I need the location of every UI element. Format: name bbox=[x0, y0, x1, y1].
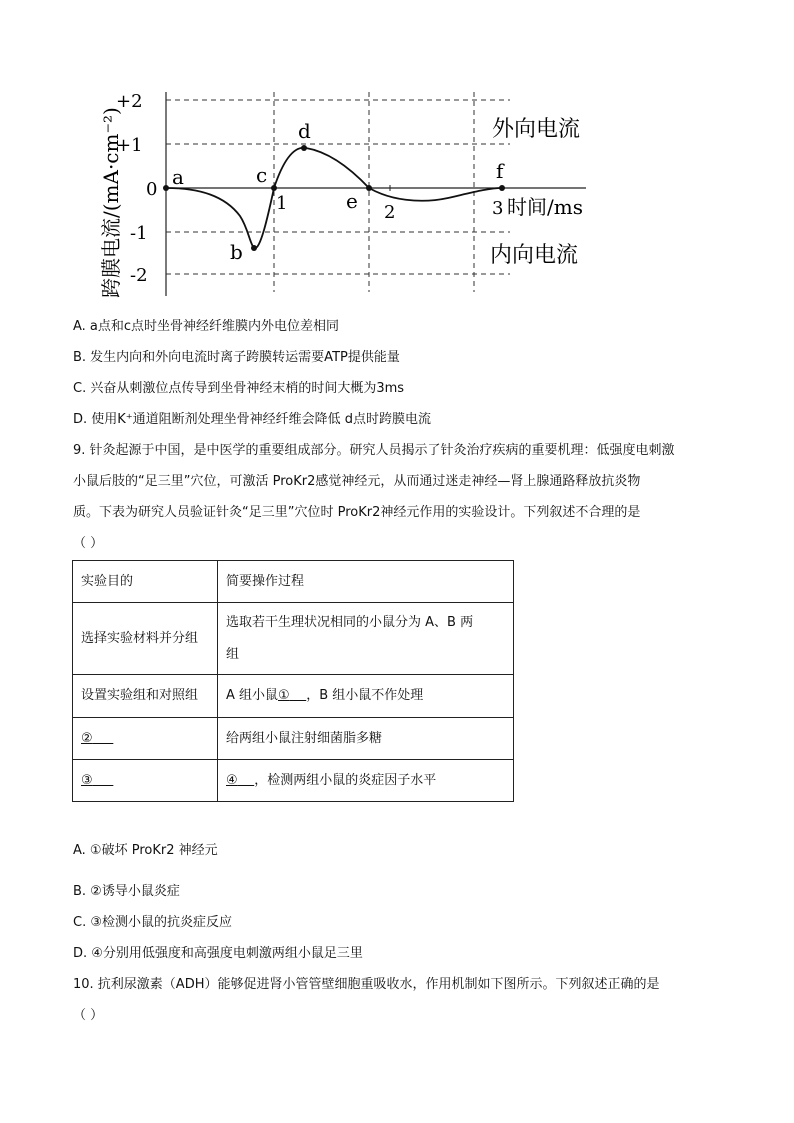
point-a: a bbox=[172, 165, 184, 189]
q10-stem: 10. 抗利尿激素（ADH）能够促进肾小管管壁细胞重吸收水，作用机制如下图所示。下列叙述正确的是 bbox=[73, 977, 660, 992]
x-tick-2: 2 bbox=[384, 202, 396, 223]
row1-purpose: 选择实验材料并分组 bbox=[73, 603, 218, 675]
point-c: c bbox=[256, 163, 268, 187]
row2-procedure-a: A 组小鼠 bbox=[226, 688, 279, 703]
row1-procedure bbox=[218, 603, 514, 675]
point-b-marker bbox=[251, 245, 257, 251]
row4-purpose bbox=[73, 760, 218, 802]
q8-option-b: B. 发生内向和外向电流时离子跨膜转运需要ATP提供能量 bbox=[73, 350, 400, 365]
row4-procedure: ④ ，检测两组小鼠的炎症因子水平 bbox=[218, 760, 514, 802]
label-inward-current: 内向电流 bbox=[490, 243, 579, 268]
table-row bbox=[73, 561, 514, 603]
q9-option-d: D. ④分别用低强度和高强度电刺激两组小鼠足三里 bbox=[73, 946, 363, 961]
q8-option-c: C. 兴奋从刺激位点传导到坐骨神经末梢的时间大概为3ms bbox=[73, 381, 405, 396]
row2-procedure-b: ，B 组小鼠不作处理 bbox=[306, 688, 424, 703]
point-b: b bbox=[230, 240, 243, 264]
point-a-marker bbox=[163, 185, 169, 191]
row3-procedure: 给两组小鼠注射细菌脂多糖 bbox=[218, 718, 514, 760]
blank-4: ④ bbox=[226, 772, 238, 788]
row1-procedure-line1: 选取若干生理状况相同的小鼠分为 A、B 两 bbox=[226, 614, 474, 630]
point-f-marker bbox=[499, 185, 505, 191]
header-purpose: 实验目的 bbox=[73, 561, 218, 603]
q9-option-b: B. ②诱导小鼠炎症 bbox=[73, 884, 180, 899]
point-c-marker bbox=[271, 185, 277, 191]
point-e: e bbox=[346, 189, 358, 213]
table-row bbox=[73, 760, 514, 802]
header-procedure: 简要操作过程 bbox=[218, 561, 514, 603]
row3-purpose bbox=[73, 718, 218, 760]
point-labels bbox=[172, 119, 505, 264]
q9-stem-line2: 小鼠后肢的“足三里”穴位，可激活 ProKr2感觉神经元，从而通过迷走神经—肾上腺通路释放抗炎物 bbox=[73, 474, 641, 489]
q8-option-d: D. 使用K⁺通道阻断剂处理坐骨神经纤维会降低 d点时跨膜电流 bbox=[73, 412, 432, 427]
q10-answer-paren: （ ） bbox=[73, 1008, 104, 1023]
q9-stem-line1: 9. 针灸起源于中国，是中医学的重要组成部分。研究人员揭示了针灸治疗疾病的重要机理：低强度电刺激 bbox=[73, 443, 675, 458]
label-outward-current: 外向电流 bbox=[492, 117, 581, 142]
y-tick-minus1: -1 bbox=[130, 223, 148, 244]
x-tick-labels bbox=[276, 193, 503, 223]
q9-option-a: A. ①破坏 ProKr2 神经元 bbox=[73, 843, 218, 858]
y-tick-minus2: -2 bbox=[130, 265, 148, 286]
q9-option-c: C. ③检测小鼠的抗炎症反应 bbox=[73, 915, 232, 930]
y-tick-0: 0 bbox=[146, 179, 158, 200]
q9-stem-line3: 质。下表为研究人员验证针灸“足三里”穴位时 ProKr2神经元作用的实验设计。下列叙述不合理的是 bbox=[73, 505, 641, 520]
point-d: d bbox=[298, 119, 311, 143]
blank-3: ③ bbox=[81, 772, 93, 788]
q8-option-a: A. a点和c点时坐骨神经纤维膜内外电位差相同 bbox=[73, 319, 340, 334]
membrane-current-chart bbox=[90, 66, 620, 315]
chart-svg bbox=[90, 66, 620, 311]
y-tick-plus1: +1 bbox=[116, 135, 143, 156]
y-tick-plus2: +2 bbox=[116, 91, 143, 112]
table-row bbox=[73, 603, 514, 675]
x-tick-1: 1 bbox=[276, 193, 288, 214]
table-row bbox=[73, 718, 514, 760]
row1-procedure-line2: 组 bbox=[226, 646, 240, 662]
blank-1: ① bbox=[278, 688, 290, 703]
x-axis-unit: 时间/ms bbox=[507, 195, 583, 219]
row2-purpose: 设置实验组和对照组 bbox=[73, 675, 218, 718]
table-row bbox=[73, 675, 514, 718]
current-curve bbox=[166, 148, 502, 249]
point-d-marker bbox=[301, 145, 307, 151]
x-tick-3: 3 bbox=[492, 198, 504, 219]
point-f: f bbox=[496, 159, 504, 183]
blank-2: ② bbox=[81, 730, 93, 746]
q9-answer-paren: （ ） bbox=[73, 536, 104, 551]
point-e-marker bbox=[366, 185, 372, 191]
row2-procedure bbox=[218, 675, 514, 718]
experiment-table bbox=[72, 560, 514, 802]
y-axis-label: 跨膜电流/(mA·cm⁻²) bbox=[99, 107, 123, 298]
